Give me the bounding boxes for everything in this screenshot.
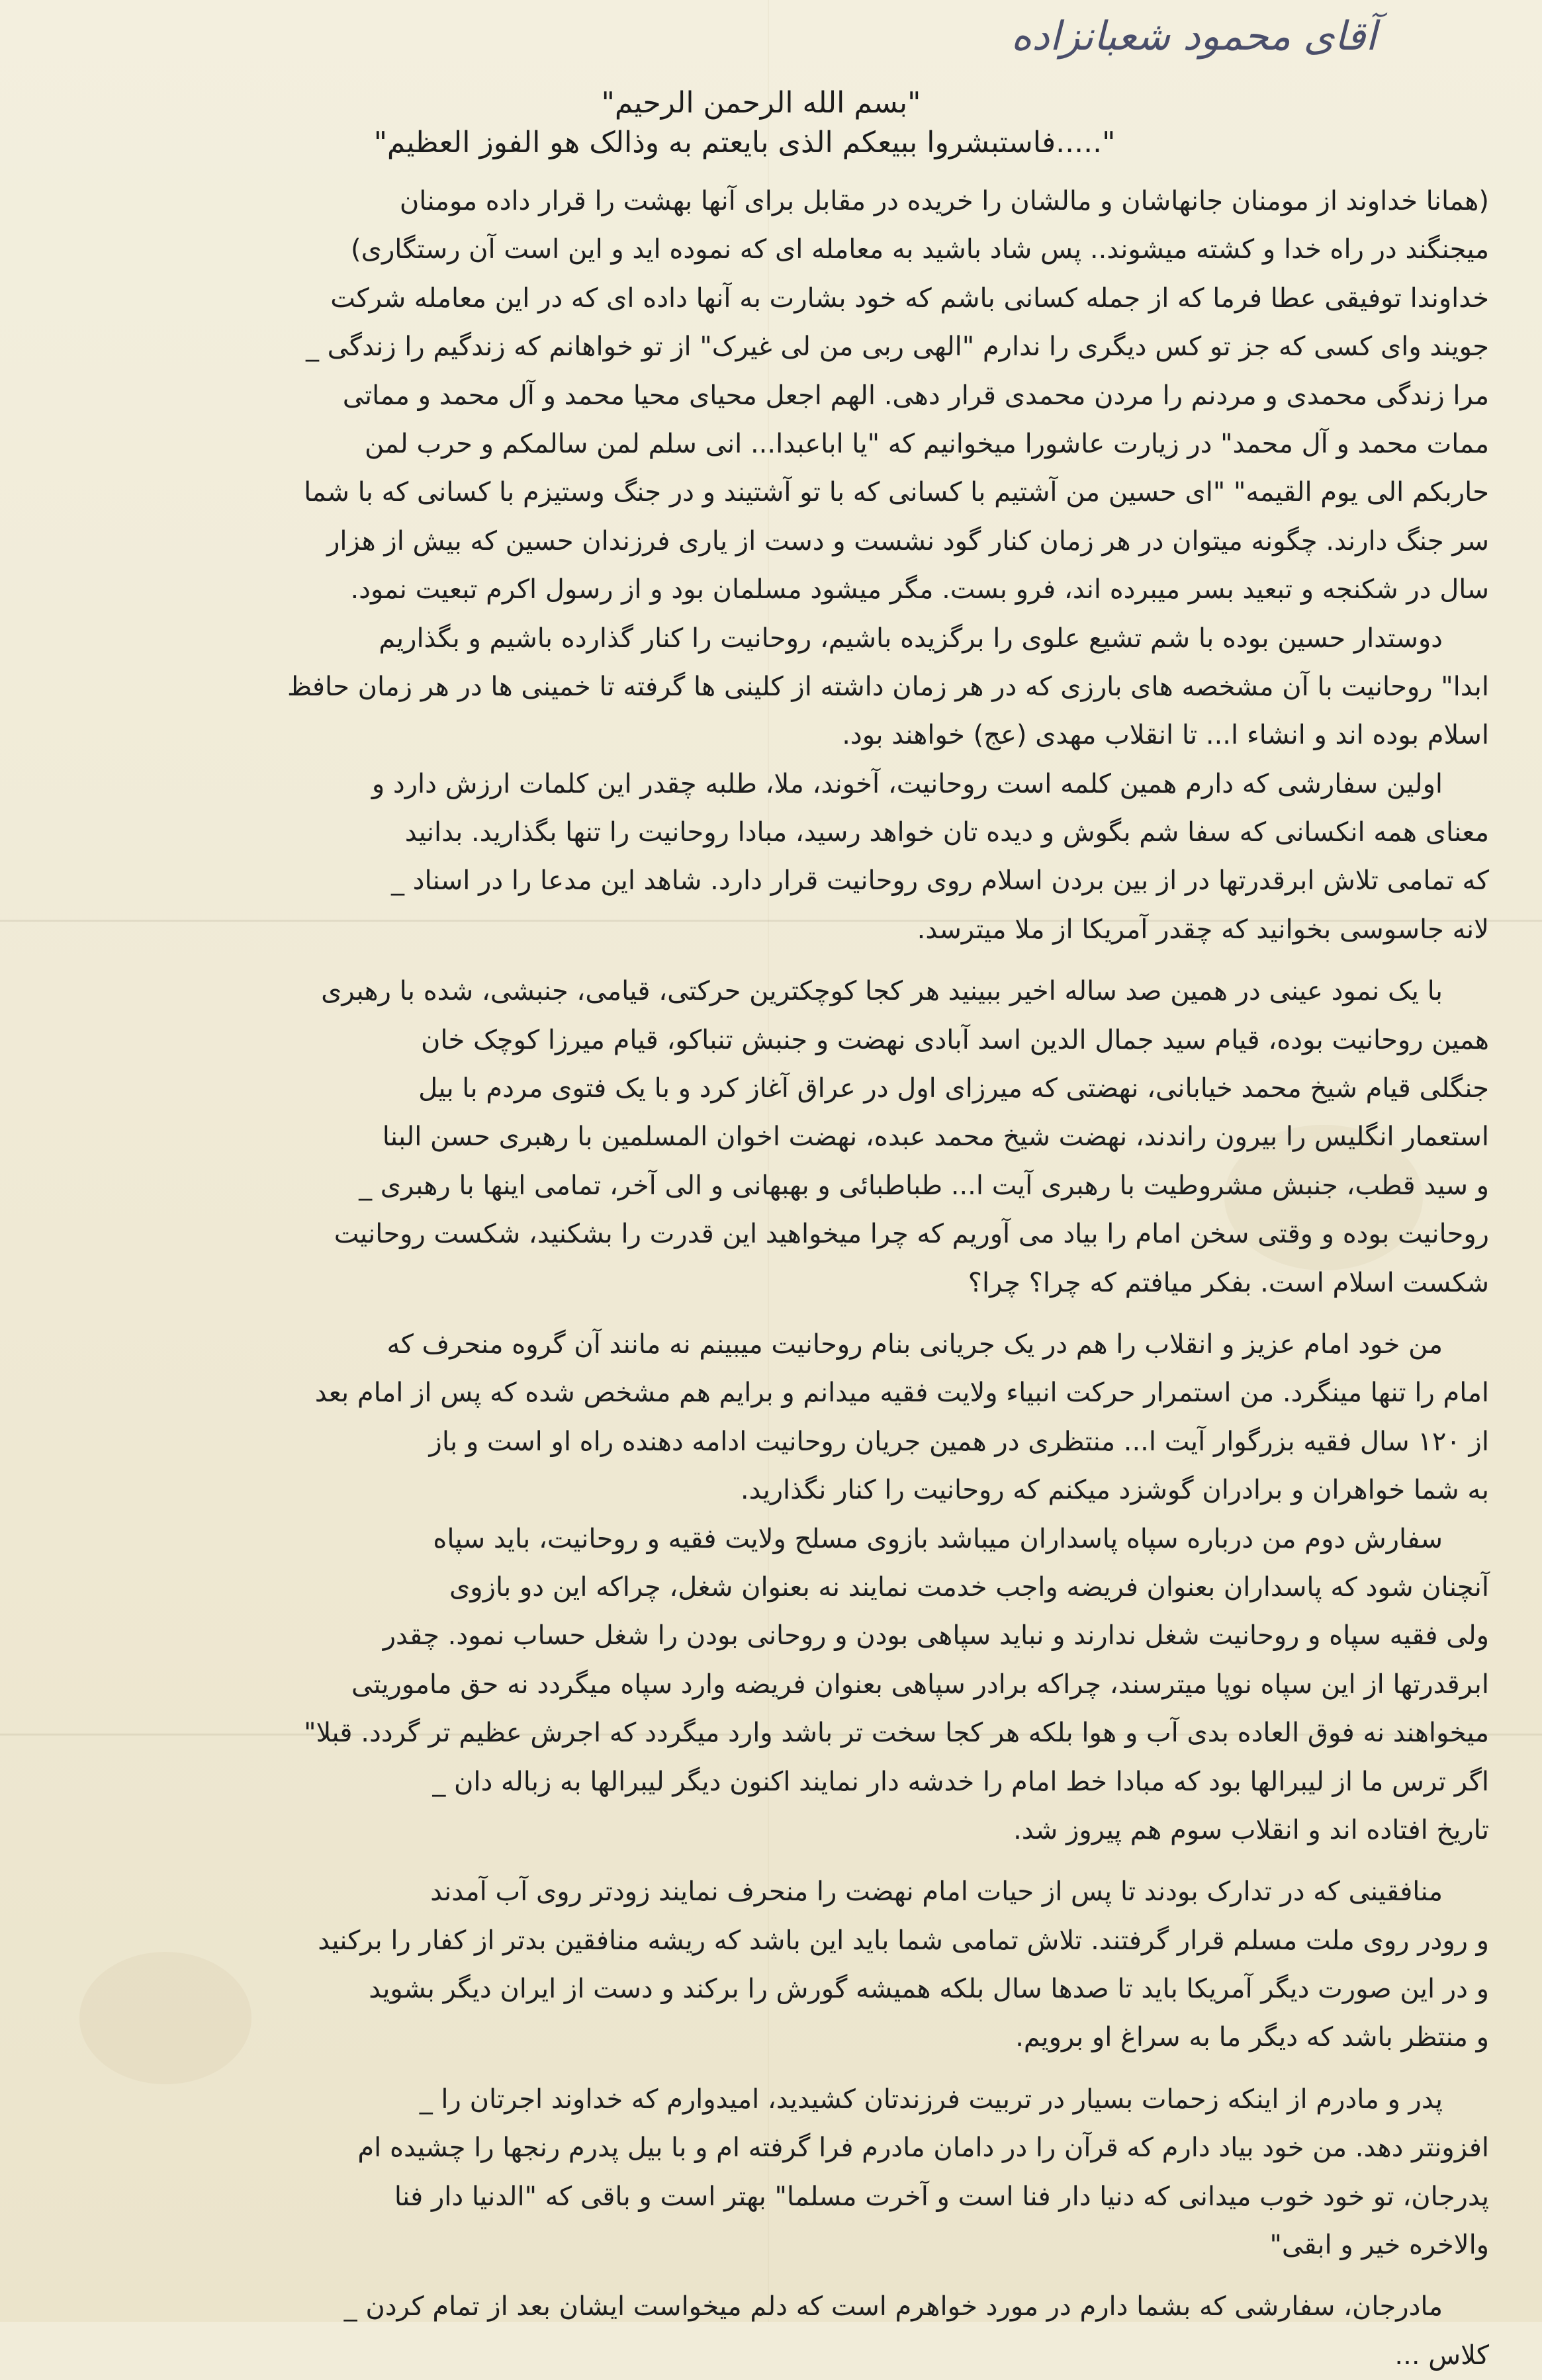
letter-line: معنای همه انکسانی که سفا شم بگوش و دیده تان خواهد رسید، مبادا روحانیت را تنها بگذارید. بدانید xyxy=(404,817,1489,848)
letter-line: میجنگند در راه خدا و کشته میشوند.. پس شاد باشید به معامله ای که نموده اید و این است آن رستگاری) xyxy=(351,234,1489,265)
letter-line: افزونتر دهد. من خود بیاد دارم که قرآن را در دامان مادرم فرا گرفته ام و با بیل پدرم رنجها را چشیده ام xyxy=(357,2133,1489,2164)
letter-line: شکست اسلام است. بفکر میافتم که چرا؟ چرا؟ xyxy=(968,1267,1489,1298)
letter-line: من خود امام عزیز و انقلاب را هم در یک جریانی بنام روحانیت میبینم نه مانند آن گروه منحرف که xyxy=(386,1329,1443,1360)
letter-line: که تمامی تلاش ابرقدرتها در از بین بردن اسلام روی روحانیت قرار دارد. شاهد این مدعا را در اسناد _ xyxy=(390,865,1489,897)
letter-line: سفارش دوم من درباره سپاه پاسداران میباشد بازوی مسلح ولایت فقیه و روحانیت، باید سپاه xyxy=(433,1523,1443,1554)
letter-line: با یک نمود عینی در همین صد ساله اخیر ببینید هر کجا کوچکترین حرکتی، قیامی، جنبشی، شده با رهبری xyxy=(321,976,1443,1007)
letter-line: امام را تنها مینگرد. من استمرار حرکت انبیاء ولایت فقیه میدانم و برایم هم مشخص شده که پس از امام بعد xyxy=(314,1378,1489,1409)
letter-body xyxy=(53,177,1489,2380)
letter-line: مرا زندگی محمدی و مردنم را مردن محمدی قرار دهی. الهم اجعل محیای محیا محمد و آل محمد و مماتی xyxy=(342,380,1489,411)
basmala-heading: "بسم الله الرحمن الرحیم" xyxy=(601,86,921,120)
letter-line: میخواهند نه فوق العاده بدی آب و هوا بلکه هر کجا سخت تر باشد وارد میگردد که اجرش عظیم تر گردد. قبلا" xyxy=(304,1718,1489,1749)
letter-line: اولین سفارشی که دارم همین کلمه است روحانیت، آخوند، ملا، طلبه چقدر این کلمات ارزش دارد و xyxy=(371,768,1443,799)
letter-line: خداوندا توفیقی عطا فرما که از جمله کسانی باشم که خود بشارت به آنها داده ای که در این معامله شرکت xyxy=(330,283,1489,314)
letter-line: آنچنان شود که پاسداران بعنوان فریضه واجب خدمت نمایند نه بعنوان شغل، چراکه این دو بازوی xyxy=(449,1571,1489,1603)
letter-line: سر جنگ دارند. چگونه میتوان در هر زمان کنار گود نشست و دست از یاری فرزندان حسین که بیش از هزار xyxy=(327,525,1489,556)
letter-line: و منتظر باشد که دیگر ما به سراغ او برویم. xyxy=(1015,2022,1489,2053)
letter-line: همین روحانیت بوده، قیام سید جمال الدین اسد آبادی نهضت و جنبش تنباکو، قیام میرزا کوچک خان xyxy=(420,1024,1489,1055)
letter-line: ولی فقیه سپاه و روحانیت شغل ندارند و نباید سپاهی بودن و روحانی بودن را شغل حساب نمود. چقدر xyxy=(383,1620,1489,1652)
letter-line: پدر و مادرم از اینکه زحمات بسیار در تربیت فرزندتان کشیدید، امیدوارم که خداوند اجرتان را _ xyxy=(419,2084,1443,2115)
letter-line: ابرقدرتها از این سپاه نوپا میترسند، چراکه برادر سپاهی بعنوان فریضه وارد سپاه میگردد نه حق ماموریتی xyxy=(351,1669,1489,1700)
letter-line: تاریخ افتاده اند و انقلاب سوم هم پیروز شد. xyxy=(1013,1814,1489,1845)
letter-line: به شما خواهران و برادران گوشزد میکنم که روحانیت را کنار نگذارید. xyxy=(740,1475,1489,1506)
letter-line: دوستدار حسین بوده با شم تشیع علوی را برگزیده باشیم، روحانیت را کنار گذارده باشیم و بگذاریم xyxy=(379,623,1443,654)
letter-line: مادرجان، سفارشی که بشما دارم در مورد خواهرم است که دلم میخواست ایشان بعد از تمام کردن _ xyxy=(343,2291,1443,2322)
letter-line: منافقینی که در تدارک بودند تا پس از حیات امام نهضت را منحرف نمایند زودتر روی آب آمدند xyxy=(430,1876,1443,1908)
letter-line: لانه جاسوسی بخوانید که چقدر آمریکا از ملا میترسد. xyxy=(917,914,1489,945)
letter-line: ممات محمد و آل محمد" در زیارت عاشورا میخوانیم که "یا اباعبدا... انی سلم لمن سالمکم و حرب لمن xyxy=(364,428,1489,459)
letter-line: والاخره خیر و ابقی" xyxy=(1269,2230,1489,2261)
letter-line: از ۱۲۰ سال فقیه بزرگوار آیت ا... منتظری در همین جریان روحانیت ادامه دهنده راه او است و باز xyxy=(429,1426,1489,1457)
letter-line: استعمار انگلیس را بیرون راندند، نهضت شیخ محمد عبده، نهضت اخوان المسلمین با رهبری حسن البنا xyxy=(382,1122,1489,1153)
letter-line: اسلام بوده اند و انشاء ا... تا انقلاب مهدی (عج) خواهند بود. xyxy=(842,720,1489,751)
letter-line: و سید قطب، جنبش مشروطیت با رهبری آیت ا... طباطبائی و بهبهانی و الی آخر، تمامی اینها با رهبری _ xyxy=(359,1170,1489,1201)
letter-line: و در این صورت دیگر آمریکا باید تا صدها سال بلکه همیشه گورش را برکند و دست از ایران دیگر بشوید xyxy=(369,1974,1489,2005)
letter-line: ابدا" روحانیت با آن مشخصه های بارزی که در هر زمان داشته از کلینی ها گرفته تا خمینی ها در هر زمان حافظ xyxy=(287,671,1489,702)
letter-line: و رودر روی ملت مسلم قرار گرفتند. تلاش تمامی شما باید این باشد که ریشه منافقین بدتر از کفار را برکنید xyxy=(318,1925,1489,1956)
letter-line: روحانیت بوده و وقتی سخن امام را بیاد می آوریم که چرا میخواهید این قدرت را بشکنید، شکست روحانیت xyxy=(334,1219,1489,1250)
letter-line: اگر ترس ما از لیبرالها بود که مبادا خط امام را خدشه دار نمایند اکنون دیگر لیبرالها به زباله دان _ xyxy=(432,1766,1489,1797)
letter-line: حاربکم الی یوم القیمه" "ای حسین من آشتیم با کسانی که با تو آشتیند و در جنگ وستیزم با کسانی که با شما xyxy=(304,477,1489,508)
letter-line: کلاس ... xyxy=(1394,2340,1489,2371)
quran-verse: ".....فاستبشروا ببیعکم الذی بایعتم به وذالک هو الفوز العظیم" xyxy=(373,126,1116,159)
handwritten-name: آقای محمود شعبانزاده xyxy=(1011,13,1377,60)
letter-line: سال در شکنجه و تبعید بسر میبرده اند، فرو بست. مگر میشود مسلمان بود و از رسول اکرم تبعیت نمود. xyxy=(350,574,1489,605)
letter-line: جنگلی قیام شیخ محمد خیابانی، نهضتی که میرزای اول در عراق آغاز کرد و با یک فتوی مردم با بیل xyxy=(418,1073,1489,1104)
letter-line: جویند وای کسی که جز تو کس دیگری را ندارم "الهی ربی من لی غیرک" از تو خواهانم که زندگیم را زندگی _ xyxy=(305,331,1489,363)
letter-line: پدرجان، تو خود خوب میدانی که دنیا دار فنا است و آخرت مسلما" بهتر است و باقی که "الدنیا دار فنا xyxy=(394,2181,1489,2212)
letter-line: (همانا خداوند از مومنان جانهاشان و مالشان را خریده در مقابل برای آنها بهشت را قرار داده مومنان xyxy=(399,186,1489,216)
